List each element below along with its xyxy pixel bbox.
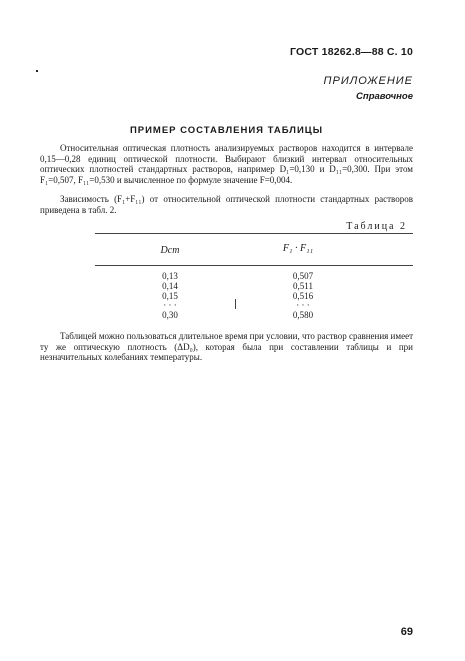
table-cell: 0,516	[292, 290, 314, 301]
paragraph-usage: Таблицей можно пользоваться длительное время при условии, что раствор сравнения имеет ту же оптическую плотность (ΔD₀), которая была при составлении таблицы и при незначительных колебаниях температуры.	[40, 331, 413, 362]
header-code: ГОСТ 18262.8—88 С. 10	[290, 46, 413, 58]
section-title: ПРИМЕР СОСТАВЛЕНИЯ ТАБЛИЦЫ	[129, 125, 324, 136]
table-cell: 0,30	[162, 310, 178, 321]
table-column-f	[278, 272, 328, 321]
page-number: 69	[400, 626, 413, 638]
paragraph-dependency: Зависимость (F₁+F₁₁) от относительной оптической плотности стандартных растворов приведена в табл. 2.	[40, 194, 413, 215]
table-column-density	[145, 272, 195, 321]
table-cell: 0,580	[292, 310, 314, 321]
table-top-rule	[95, 233, 413, 234]
table-cell: 0,507	[292, 271, 314, 281]
table-cell: · · ·	[296, 300, 310, 311]
appendix-block	[324, 75, 413, 102]
paragraph-intro: Относительная оптическая плотность анализируемых растворов находится в интервале 0,15—0,28 единиц оптической плотности. Выбирают близкий интервал относительных оптических плотностей стандартных растворов, например D₁=0,130 и D₁₁=0,300. При этом F₁=0,507, F₁₁=0,530 и вычисленное по формуле значение F=0,004.	[40, 143, 413, 185]
appendix-label: ПРИЛОЖЕНИЕ	[323, 75, 413, 87]
table-cell: · · ·	[163, 300, 177, 311]
margin-dot	[36, 70, 38, 72]
table-column-divider	[235, 299, 236, 309]
table-caption: Таблица 2	[346, 221, 407, 232]
table-cell: 0,13	[162, 271, 178, 281]
table-cell: 0,15	[162, 290, 178, 301]
table-header-f: F₁ · F₁₁	[282, 243, 314, 254]
table-header-rule	[95, 265, 413, 266]
table-header-density: Dст	[160, 245, 180, 256]
appendix-sublabel: Справочное	[356, 91, 413, 102]
table-cell: 0,511	[293, 280, 313, 291]
table-cell: 0,14	[162, 280, 178, 291]
